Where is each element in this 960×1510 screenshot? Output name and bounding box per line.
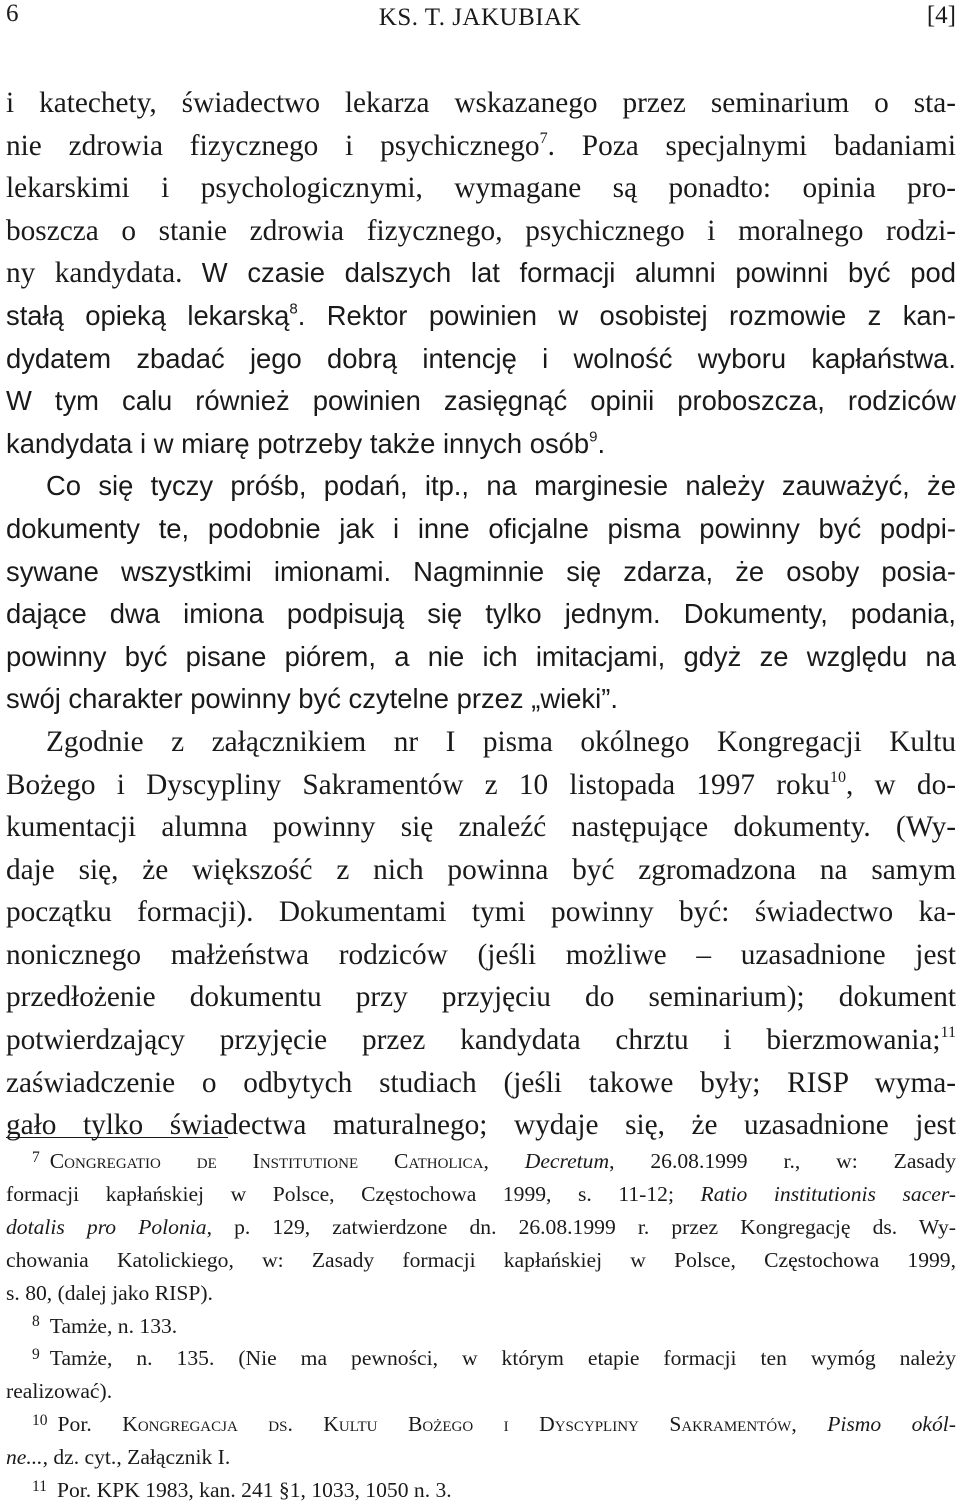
footnote-separator [6, 1137, 228, 1138]
footnote-7 [6, 1145, 956, 1178]
title-italic: Pismo okól- [827, 1412, 956, 1437]
footnote-ref[interactable]: 8 [289, 300, 298, 318]
text-line [6, 423, 956, 466]
text-line: dydatem zbadać jego dobrą intencję i wolność wyboru kapłaństwa. [6, 342, 956, 374]
text-line: daje się, że większość z nich powinna być zgromadzona na samym [6, 853, 956, 886]
text-line: swój charakter powinny być czytelne przez „wieki”. [6, 683, 618, 715]
text-line: przedłożenie dokumentu przy przyjęciu do seminarium); dokument [6, 981, 956, 1014]
text-fragment: potwierdzający przyjęcie przez kandydata chrztu i bierzmowania; [6, 1024, 941, 1057]
text-line: gało tylko świadectwa maturalnego; wydaje się, że uzasadnione jest [6, 1109, 956, 1142]
footnote-11 [6, 1474, 956, 1507]
text-fragment: Tamże, n. 135. (Nie ma pewności, w którym etapie formacji ten wymóg należy [49, 1346, 956, 1371]
text-line [6, 125, 956, 168]
text-line: dające dwa imiona podpisują się tylko jednym. Dokumenty, podania, [6, 598, 956, 630]
footnote-line: chowania Katolickiego, w: Zasady formacji kapłańskiej w Polsce, Częstochowa 1999, [6, 1247, 956, 1272]
text-line: zaświadczenie o odbytych studiach (jeśli takowe były; RISP wyma- [6, 1066, 956, 1099]
text-fragment: . Rektor powinien w osobistej rozmowie z kan- [297, 299, 956, 331]
footnote-ref[interactable]: 7 [539, 129, 548, 147]
footnotes [6, 1145, 956, 1507]
author-smallcaps: Congregatio de Institutione Catholica [49, 1149, 484, 1173]
text-fragment: . Poza specjalnymi badaniami [547, 129, 956, 162]
footnote-8 [6, 1310, 956, 1343]
running-title: KS. T. JAKUBIAK [378, 4, 582, 31]
footnote-number: 10 [32, 1412, 48, 1430]
text-line: powinny być pisane piórem, a nie ich imitacjami, gdyż ze względu na [6, 640, 956, 672]
text-line [6, 1019, 956, 1062]
footnote-number: 11 [32, 1477, 47, 1495]
footnote-ref[interactable]: 11 [940, 1023, 956, 1041]
text-fragment: formacji kapłańskiej w Polsce, Częstochowa 1999, s. 11-12; [6, 1181, 701, 1206]
text-fragment-sans: W czasie dalszych lat formacji alumni powinni być pod [201, 257, 956, 289]
text-line: sywane wszystkimi imionami. Nagminnie się zdarza, że osoby posia- [6, 555, 956, 587]
text-line: Co się tyczy próśb, podań, itp., na marginesie należy zauważyć, że [46, 470, 956, 502]
text-line: początku formacji). Dokumentami tymi powinny być: świadectwo ka- [6, 896, 956, 929]
text-fragment: , [791, 1412, 828, 1437]
footnote-number: 9 [32, 1346, 40, 1364]
footnote-number: 7 [32, 1148, 40, 1166]
text-line [6, 295, 956, 338]
text-line [6, 252, 956, 295]
title-italic: dotalis pro Polonia [6, 1214, 207, 1239]
footnote-line [6, 1441, 956, 1474]
footnote-line [6, 1211, 956, 1244]
text-fragment: , 26.08.1999 r., w: Zasady [609, 1149, 956, 1173]
footnote-number: 8 [32, 1313, 40, 1331]
text-line: nonicznego małżeństwa rodziców (jeśli możliwe – uzasadnione jest [6, 938, 956, 971]
text-fragment: Bożego i Dyscypliny Sakramentów z 10 listopada 1997 roku [6, 768, 830, 801]
text-fragment: , w do- [846, 768, 956, 801]
text-fragment: Tamże, n. 133. [49, 1313, 178, 1338]
text-fragment: . [597, 427, 606, 459]
title-italic: ne... [6, 1445, 43, 1470]
text-line: W tym calu również powinien zasięgnąć opinii proboszcza, rodziców [6, 385, 956, 417]
text-line [6, 764, 956, 807]
text-fragment: , dz. cyt., Załącznik I. [42, 1445, 231, 1470]
footnote-line: s. 80, (dalej jako RISP). [6, 1280, 213, 1305]
text-fragment: , [483, 1149, 525, 1173]
text-line: kumentacji alumna powinny się znaleźć następujące dokumenty. (Wy- [6, 811, 956, 844]
author-smallcaps: Kongregacja ds. Kultu Bożego i Dyscypliny Sakramentów [122, 1412, 792, 1437]
text-fragment: nie zdrowia fizycznego i psychicznego [6, 129, 540, 162]
title-italic: Decretum [524, 1149, 610, 1173]
text-fragment: stałą opieką lekarską [6, 299, 290, 331]
footnote-10 [6, 1408, 956, 1441]
footnote-ref[interactable]: 10 [829, 768, 847, 786]
text-line: boszcza o stanie zdrowia fizycznego, psychicznego i moralnego rodzi- [6, 214, 956, 247]
text-fragment: ny kandydata. [6, 257, 202, 290]
text-fragment: Por. [57, 1412, 123, 1437]
running-header [0, 0, 960, 40]
text-line: lekarskimi i psychologicznymi, wymagane są ponadto: opinia pro- [6, 172, 956, 205]
title-italic: Ratio institutionis sacer- [700, 1181, 956, 1206]
footnote-line: realizować). [6, 1379, 113, 1404]
article-number: [4] [926, 2, 956, 29]
text-line: i katechety, świadectwo lekarza wskazanego przez seminarium o sta- [6, 87, 956, 119]
text-line: Zgodnie z załącznikiem nr I pisma okólnego Kongregacji Kultu [46, 725, 956, 758]
text-fragment: , p. 129, zatwierdzone dn. 26.08.1999 r. przez Kongregację ds. Wy- [206, 1214, 956, 1239]
text-fragment: Por. KPK 1983, kan. 241 §1, 1033, 1050 n. 3. [56, 1478, 452, 1503]
footnote-ref[interactable]: 9 [589, 428, 598, 446]
page-number: 6 [6, 0, 19, 27]
main-text [6, 82, 956, 1147]
text-fragment: kandydata i w miarę potrzeby także innych osób [6, 427, 590, 459]
text-line: dokumenty te, podobnie jak i inne oficjalne pisma powinny być podpi- [6, 512, 956, 544]
footnote-9 [6, 1342, 956, 1375]
footnote-line [6, 1178, 956, 1211]
